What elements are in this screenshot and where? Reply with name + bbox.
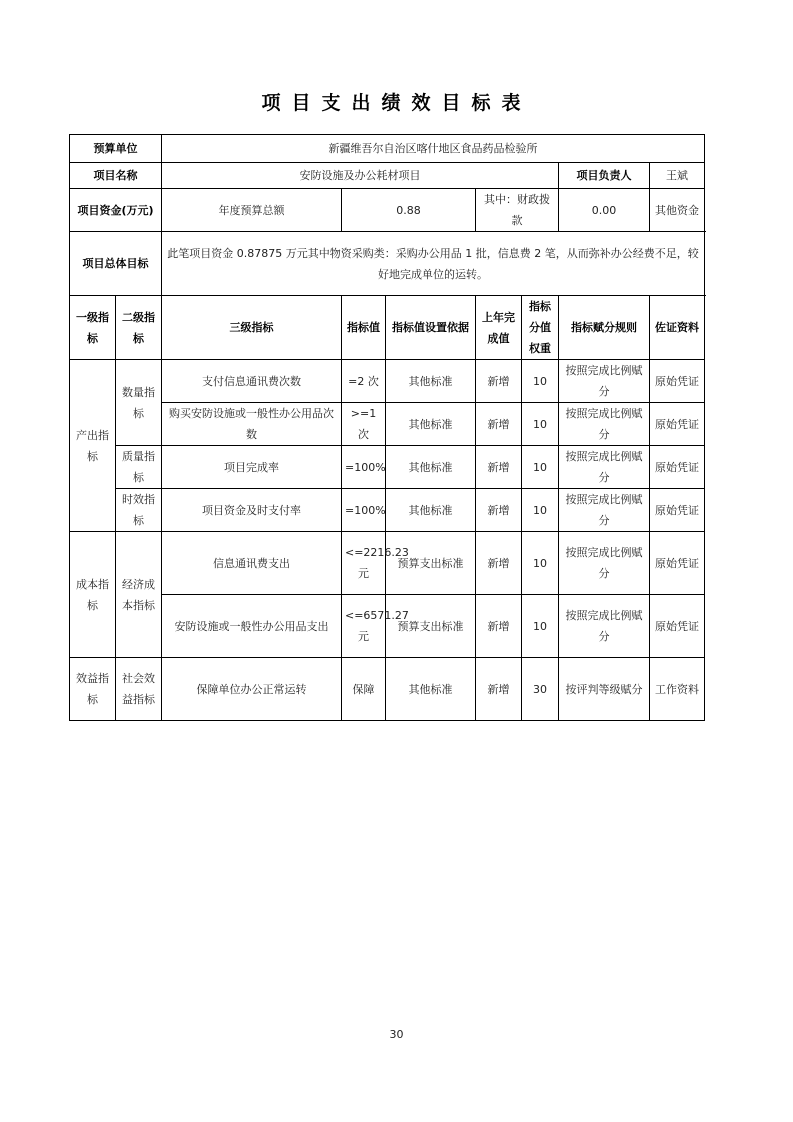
other-funds-label: 其他资金 xyxy=(650,189,705,232)
annual-budget-label: 年度预算总额 xyxy=(162,189,342,232)
indicator-weight: 10 xyxy=(522,446,559,489)
project-name-value: 安防设施及办公耗材项目 xyxy=(162,163,559,189)
project-name-label: 项目名称 xyxy=(70,163,162,189)
project-leader-label: 项目负责人 xyxy=(559,163,650,189)
indicator-basis: 预算支出标准 xyxy=(386,595,476,658)
group-benefit: 效益指标 xyxy=(70,658,116,721)
subgroup-economic: 经济成本指标 xyxy=(116,532,162,658)
indicator-prev: 新增 xyxy=(476,532,522,595)
indicator-name: 购买安防设施或一般性办公用品次数 xyxy=(162,403,342,446)
indicator-name: 项目完成率 xyxy=(162,446,342,489)
indicator-value: =100% xyxy=(342,489,386,532)
indicator-weight: 10 xyxy=(522,595,559,658)
header-evidence: 佐证资料 xyxy=(650,296,705,360)
indicator-basis: 其他标准 xyxy=(386,360,476,403)
indicator-basis: 其他标准 xyxy=(386,658,476,721)
indicator-basis: 其他标准 xyxy=(386,403,476,446)
indicator-rule: 按照完成比例赋分 xyxy=(559,446,650,489)
table-row xyxy=(70,658,705,721)
table-row xyxy=(70,532,705,595)
indicator-value: =2 次 xyxy=(342,360,386,403)
header-prev: 上年完成值 xyxy=(476,296,522,360)
indicator-basis: 其他标准 xyxy=(386,489,476,532)
indicator-rule: 按照完成比例赋分 xyxy=(559,403,650,446)
budget-unit-label: 预算单位 xyxy=(70,135,162,163)
indicator-evidence: 工作资料 xyxy=(650,658,705,721)
table-row xyxy=(70,489,705,532)
indicator-name: 项目资金及时支付率 xyxy=(162,489,342,532)
indicator-basis: 预算支出标准 xyxy=(386,532,476,595)
indicator-value: >=1 次 xyxy=(342,403,386,446)
indicator-weight: 10 xyxy=(522,532,559,595)
indicator-evidence: 原始凭证 xyxy=(650,489,705,532)
table-row xyxy=(70,595,705,658)
indicator-prev: 新增 xyxy=(476,446,522,489)
subgroup-social: 社会效益指标 xyxy=(116,658,162,721)
header-value: 指标值 xyxy=(342,296,386,360)
indicator-name: 安防设施或一般性办公用品支出 xyxy=(162,595,342,658)
indicator-weight: 10 xyxy=(522,489,559,532)
header-rule: 指标赋分规则 xyxy=(559,296,650,360)
table-row xyxy=(70,403,705,446)
header-basis: 指标值设置依据 xyxy=(386,296,476,360)
indicator-rule: 按照完成比例赋分 xyxy=(559,532,650,595)
indicator-value: <=6571.27 元 xyxy=(342,595,386,658)
indicator-name: 支付信息通讯费次数 xyxy=(162,360,342,403)
indicator-basis: 其他标准 xyxy=(386,446,476,489)
indicator-prev: 新增 xyxy=(476,658,522,721)
fiscal-allocation-label: 其中：财政拨款 xyxy=(476,189,559,232)
page-number: 30 xyxy=(389,1028,404,1041)
indicator-prev: 新增 xyxy=(476,595,522,658)
overall-goal-text: 此笔项目资金 0.87875 万元其中物资采购类：采购办公用品 1 批，信息费 2 笔，从而弥补办公经费不足，较好地完成单位的运转。 xyxy=(162,232,705,296)
group-cost: 成本指标 xyxy=(70,532,116,658)
project-funds-label: 项目资金(万元) xyxy=(70,189,162,232)
indicator-name: 保障单位办公正常运转 xyxy=(162,658,342,721)
indicator-name: 信息通讯费支出 xyxy=(162,532,342,595)
indicator-weight: 10 xyxy=(522,360,559,403)
fiscal-allocation-value: 0.00 xyxy=(559,189,650,232)
performance-goal-table xyxy=(69,134,705,721)
indicator-value: <=2216.23 元 xyxy=(342,532,386,595)
header-weight: 指标分值权重 xyxy=(522,296,559,360)
indicator-prev: 新增 xyxy=(476,489,522,532)
table-row xyxy=(70,446,705,489)
subgroup-quality: 质量指标 xyxy=(116,446,162,489)
indicator-rule: 按照完成比例赋分 xyxy=(559,360,650,403)
indicator-prev: 新增 xyxy=(476,403,522,446)
indicator-evidence: 原始凭证 xyxy=(650,446,705,489)
page-title: 项目支出绩效目标表 xyxy=(261,92,532,114)
annual-budget-value: 0.88 xyxy=(342,189,476,232)
indicator-evidence: 原始凭证 xyxy=(650,532,705,595)
indicator-rule: 按照完成比例赋分 xyxy=(559,489,650,532)
indicator-value: 保障 xyxy=(342,658,386,721)
indicator-value: =100% xyxy=(342,446,386,489)
indicator-evidence: 原始凭证 xyxy=(650,360,705,403)
indicator-rule: 按评判等级赋分 xyxy=(559,658,650,721)
indicator-evidence: 原始凭证 xyxy=(650,403,705,446)
project-leader-value: 王斌 xyxy=(650,163,705,189)
group-output: 产出指标 xyxy=(70,360,116,532)
indicator-prev: 新增 xyxy=(476,360,522,403)
subgroup-quantity: 数量指标 xyxy=(116,360,162,446)
indicator-weight: 10 xyxy=(522,403,559,446)
table-row xyxy=(70,360,705,403)
overall-goal-label: 项目总体目标 xyxy=(70,232,162,296)
subgroup-timeliness: 时效指标 xyxy=(116,489,162,532)
indicator-rule: 按照完成比例赋分 xyxy=(559,595,650,658)
indicator-weight: 30 xyxy=(522,658,559,721)
header-level2: 二级指标 xyxy=(116,296,162,360)
header-level1: 一级指标 xyxy=(70,296,116,360)
budget-unit-value: 新疆维吾尔自治区喀什地区食品药品检验所 xyxy=(162,135,705,163)
indicator-evidence: 原始凭证 xyxy=(650,595,705,658)
header-level3: 三级指标 xyxy=(162,296,342,360)
